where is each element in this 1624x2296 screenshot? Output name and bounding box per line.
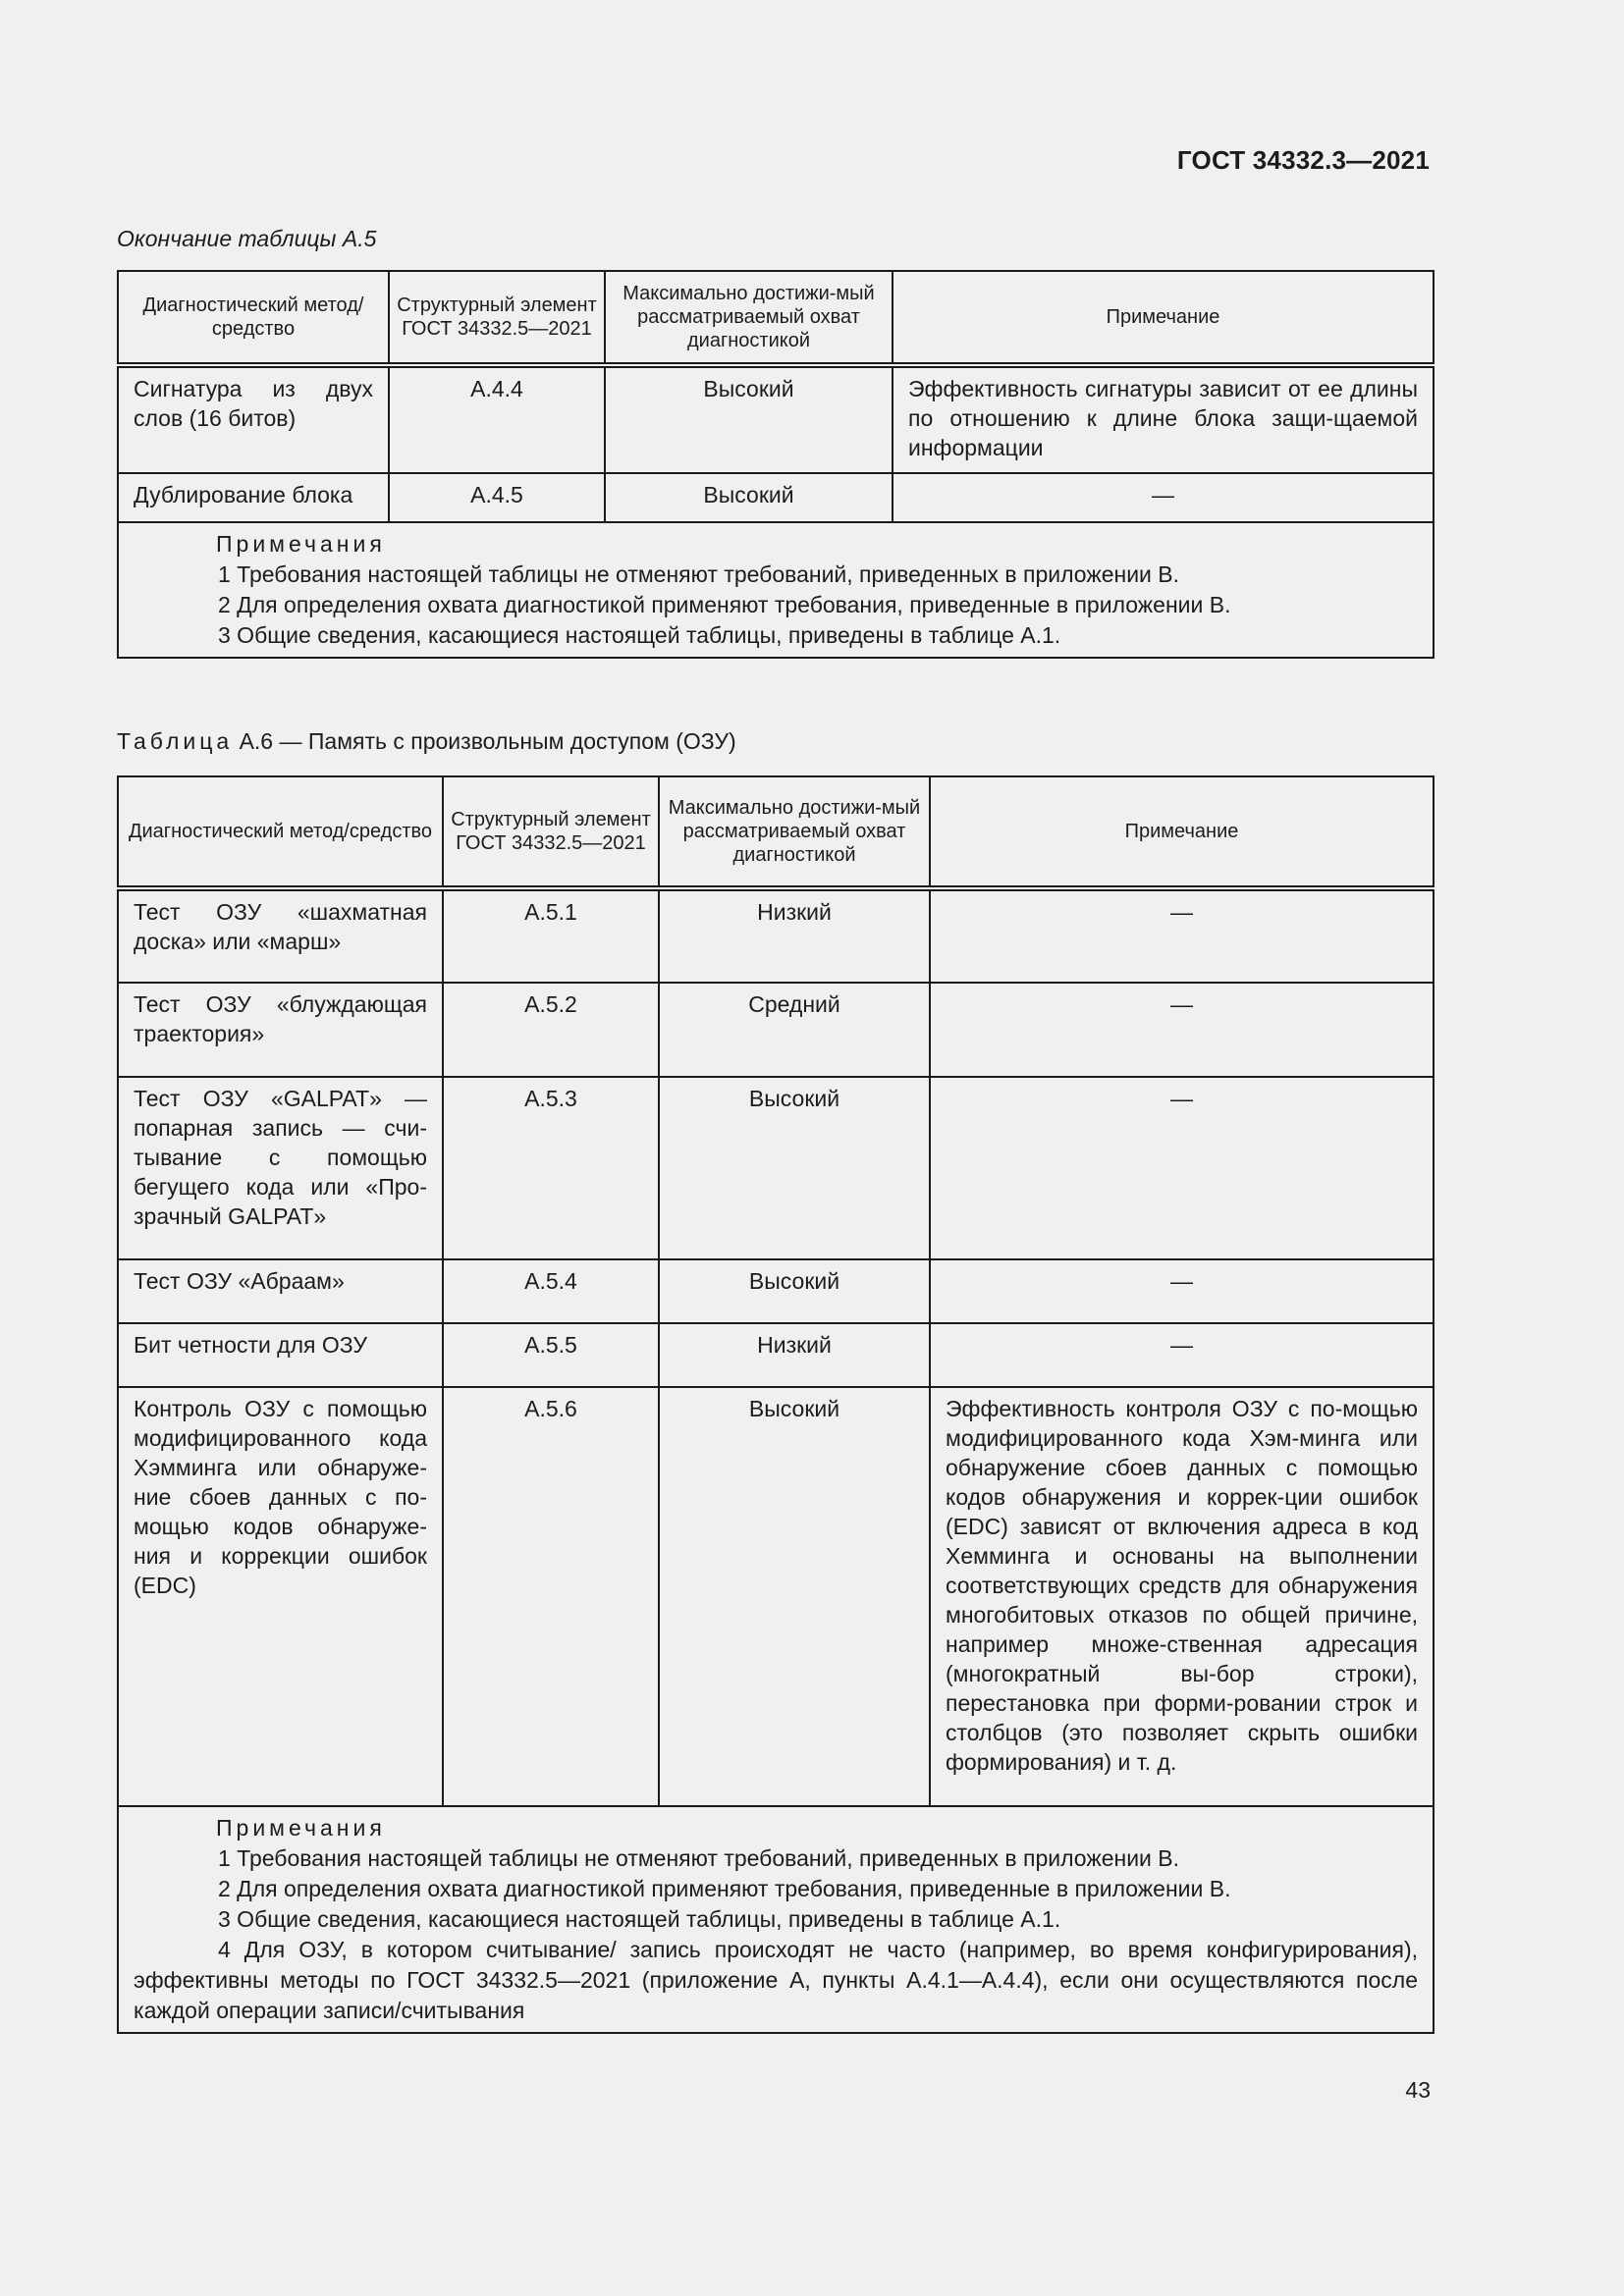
coverage-cell: Высокий	[659, 1259, 930, 1323]
table-title: А.6 — Память с произвольным доступом (ОЗУ)	[239, 728, 736, 754]
table-a6-caption	[117, 728, 736, 755]
method-cell: Сигнатура из двух слов (16 битов)	[118, 365, 389, 473]
note-item: 2 Для определения охвата диагностикой применяют требования, приведенные в приложении В.	[218, 592, 1231, 617]
column-header-element: Структурный элемент ГОСТ 34332.5—2021	[389, 271, 605, 365]
table-header-row	[118, 776, 1434, 888]
coverage-cell: Низкий	[659, 1323, 930, 1387]
table-row	[118, 1387, 1434, 1806]
element-cell: А.5.2	[443, 983, 659, 1077]
table-row	[118, 473, 1434, 522]
element-cell: А.5.5	[443, 1323, 659, 1387]
table-row	[118, 1259, 1434, 1323]
notes-title: Примечания	[216, 531, 386, 557]
column-header-method: Диагностический метод/средство	[118, 776, 443, 888]
coverage-cell: Высокий	[659, 1077, 930, 1259]
table-a5-caption: Окончание таблицы А.5	[117, 226, 377, 251]
table-notes	[118, 1806, 1434, 2033]
note-item: 3 Общие сведения, касающиеся настоящей таблицы, приведены в таблице А.1.	[218, 622, 1061, 648]
table-label: Таблица	[117, 728, 234, 754]
column-header-note: Примечание	[893, 271, 1434, 365]
method-cell: Тест ОЗУ «Абраам»	[118, 1259, 443, 1323]
column-header-coverage: Максимально достижи-мый рассматриваемый охват диагностикой	[605, 271, 893, 365]
note-cell: Эффективность контроля ОЗУ с по-мощью модифицированного кода Хэм-минга или обнаружение сбоев данных с помощью кодов обнаружения и коррек-ции ошибок (EDC) зависят от включения адреса в код Хемминга и основаны на выполнении соответствующих средств для обнаружения многобитовых отказов по общей причине, например множе-ственная адресация (многократный вы-бор строки), перестановка при форми-ровании строк и столбцов (это позволяет скрыть ошибки формирования) и т. д.	[930, 1387, 1434, 1806]
note-cell: —	[893, 473, 1434, 522]
method-cell: Тест ОЗУ «шахматная доска» или «марш»	[118, 888, 443, 983]
column-header-method: Диагностический метод/средство	[118, 271, 389, 365]
note-item: 1 Требования настоящей таблицы не отменяют требований, приведенных в приложении В.	[218, 561, 1180, 587]
notes-title: Примечания	[216, 1815, 386, 1841]
note-cell: —	[930, 888, 1434, 983]
table-a5	[117, 270, 1435, 659]
note-item: 1 Требования настоящей таблицы не отменяют требований, приведенных в приложении В.	[218, 1845, 1180, 1871]
coverage-cell: Высокий	[659, 1387, 930, 1806]
note-item: 2 Для определения охвата диагностикой применяют требования, приведенные в приложении В.	[218, 1876, 1231, 1901]
element-cell: А.4.5	[389, 473, 605, 522]
table-a6	[117, 775, 1435, 2034]
table-row	[118, 888, 1434, 983]
note-cell: —	[930, 1259, 1434, 1323]
page-number: 43	[1405, 2077, 1431, 2103]
element-cell: А.5.4	[443, 1259, 659, 1323]
method-cell: Бит четности для ОЗУ	[118, 1323, 443, 1387]
table-row	[118, 1077, 1434, 1259]
column-header-note: Примечание	[930, 776, 1434, 888]
table-notes	[118, 522, 1434, 658]
column-header-coverage: Максимально достижи-мый рассматриваемый охват диагностикой	[659, 776, 930, 888]
coverage-cell: Средний	[659, 983, 930, 1077]
note-cell: —	[930, 983, 1434, 1077]
coverage-cell: Высокий	[605, 365, 893, 473]
note-item: 3 Общие сведения, касающиеся настоящей таблицы, приведены в таблице А.1.	[218, 1906, 1061, 1932]
method-cell: Дублирование блока	[118, 473, 389, 522]
coverage-cell: Низкий	[659, 888, 930, 983]
element-cell: А.5.3	[443, 1077, 659, 1259]
note-cell: Эффективность сигнатуры зависит от ее длины по отношению к длине блока защи-щаемой информации	[893, 365, 1434, 473]
column-header-element: Структурный элемент ГОСТ 34332.5—2021	[443, 776, 659, 888]
table-notes-row	[118, 522, 1434, 658]
table-row	[118, 1323, 1434, 1387]
method-cell: Тест ОЗУ «GALPAT» — попарная запись — счи-тывание с помощью бегущего кода или «Про-зрачный GALPAT»	[118, 1077, 443, 1259]
note-item: 4 Для ОЗУ, в котором считывание/ запись происходят не часто (например, во время конфигурирования), эффективны методы по ГОСТ 34332.5—2021 (приложение А, пункты А.4.1—А.4.4), если они осуществляются после каждой операции записи/считывания	[134, 1937, 1418, 2023]
table-notes-row	[118, 1806, 1434, 2033]
table-row	[118, 983, 1434, 1077]
note-cell: —	[930, 1323, 1434, 1387]
note-cell: —	[930, 1077, 1434, 1259]
method-cell: Контроль ОЗУ с помощью модифицированного кода Хэмминга или обнаруже-ние сбоев данных с по-мощью кодов обнаруже-ния и коррекции ошибок (EDC)	[118, 1387, 443, 1806]
element-cell: А.4.4	[389, 365, 605, 473]
element-cell: А.5.6	[443, 1387, 659, 1806]
method-cell: Тест ОЗУ «блуждающая траектория»	[118, 983, 443, 1077]
coverage-cell: Высокий	[605, 473, 893, 522]
table-row	[118, 365, 1434, 473]
table-header-row	[118, 271, 1434, 365]
element-cell: А.5.1	[443, 888, 659, 983]
document-code: ГОСТ 34332.3—2021	[1176, 145, 1430, 175]
